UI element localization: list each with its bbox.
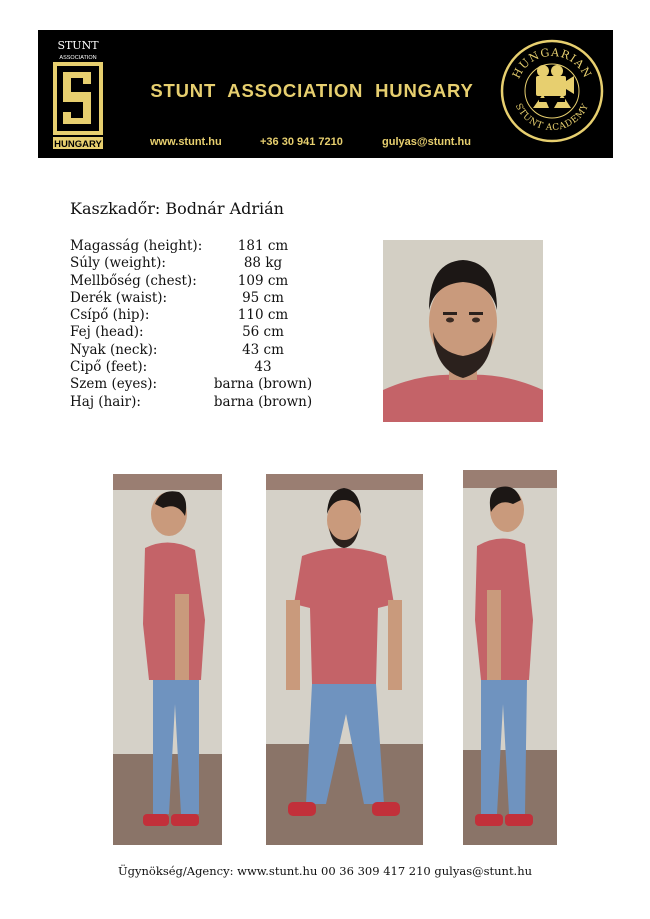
measurement-label: Szem (eyes): bbox=[70, 376, 158, 393]
measurement-label: Haj (hair): bbox=[70, 393, 141, 410]
banner-website[interactable]: www.stunt.hu bbox=[150, 136, 222, 148]
measurement-label: Mellbőség (chest): bbox=[70, 272, 197, 289]
measurement-label: Súly (weight): bbox=[70, 255, 166, 272]
measurement-value: 88 kg bbox=[243, 255, 283, 272]
measurement-value: 56 cm bbox=[242, 324, 284, 341]
measurement-value: barna (brown) bbox=[213, 393, 313, 410]
banner-title: STUNT ASSOCIATION HUNGARY bbox=[150, 80, 474, 101]
measurement-row bbox=[70, 238, 370, 255]
side-profile-photo-left bbox=[113, 474, 222, 845]
measurement-value: 43 cm bbox=[242, 341, 284, 358]
footer-contact: Ügynökség/Agency: www.stunt.hu 00 36 309 417 210 gulyas@stunt.hu bbox=[117, 864, 533, 878]
measurement-label: Nyak (neck): bbox=[70, 341, 158, 358]
measurement-value: 95 cm bbox=[242, 289, 284, 306]
portrait-photo bbox=[383, 240, 543, 422]
measurement-row bbox=[70, 376, 370, 393]
measurement-row bbox=[70, 290, 370, 307]
svg-text:ASSOCIATION: ASSOCIATION bbox=[59, 55, 97, 61]
svg-text:STUNT ACADEMY: STUNT ACADEMY bbox=[512, 102, 592, 134]
hungarian-stunt-academy-logo bbox=[499, 38, 605, 144]
banner-phone: +36 30 941 7210 bbox=[260, 136, 343, 148]
svg-text:STUNT: STUNT bbox=[57, 39, 99, 52]
measurement-value: barna (brown) bbox=[213, 376, 313, 393]
measurement-value: 110 cm bbox=[237, 307, 289, 324]
measurements-table bbox=[70, 238, 370, 411]
banner-email[interactable]: gulyas@stunt.hu bbox=[382, 136, 471, 148]
header-banner bbox=[38, 30, 613, 158]
svg-text:HUNGARIAN: HUNGARIAN bbox=[509, 45, 595, 81]
measurement-label: Csípő (hip): bbox=[70, 307, 150, 324]
measurement-value: 109 cm bbox=[237, 272, 289, 289]
measurement-value: 181 cm bbox=[237, 238, 289, 254]
banner-contacts bbox=[150, 136, 480, 152]
svg-text:HUNGARY: HUNGARY bbox=[54, 139, 102, 150]
measurement-value: 43 bbox=[254, 359, 272, 376]
measurement-label: Cipő (feet): bbox=[70, 359, 148, 376]
front-view-photo bbox=[266, 474, 423, 845]
measurement-row bbox=[70, 394, 370, 411]
side-profile-photo-right bbox=[463, 470, 557, 845]
performer-name: Kaszkadőr: Bodnár Adrián bbox=[70, 199, 284, 218]
measurement-label: Fej (head): bbox=[70, 324, 144, 341]
measurement-row bbox=[70, 342, 370, 359]
measurement-row bbox=[70, 273, 370, 290]
measurement-label: Derék (waist): bbox=[70, 289, 168, 306]
measurement-row bbox=[70, 359, 370, 376]
measurement-row bbox=[70, 255, 370, 272]
measurement-row bbox=[70, 307, 370, 324]
measurement-row bbox=[70, 324, 370, 341]
stunt-association-hungary-logo bbox=[49, 38, 107, 150]
measurement-label: Magasság (height): bbox=[70, 238, 203, 254]
